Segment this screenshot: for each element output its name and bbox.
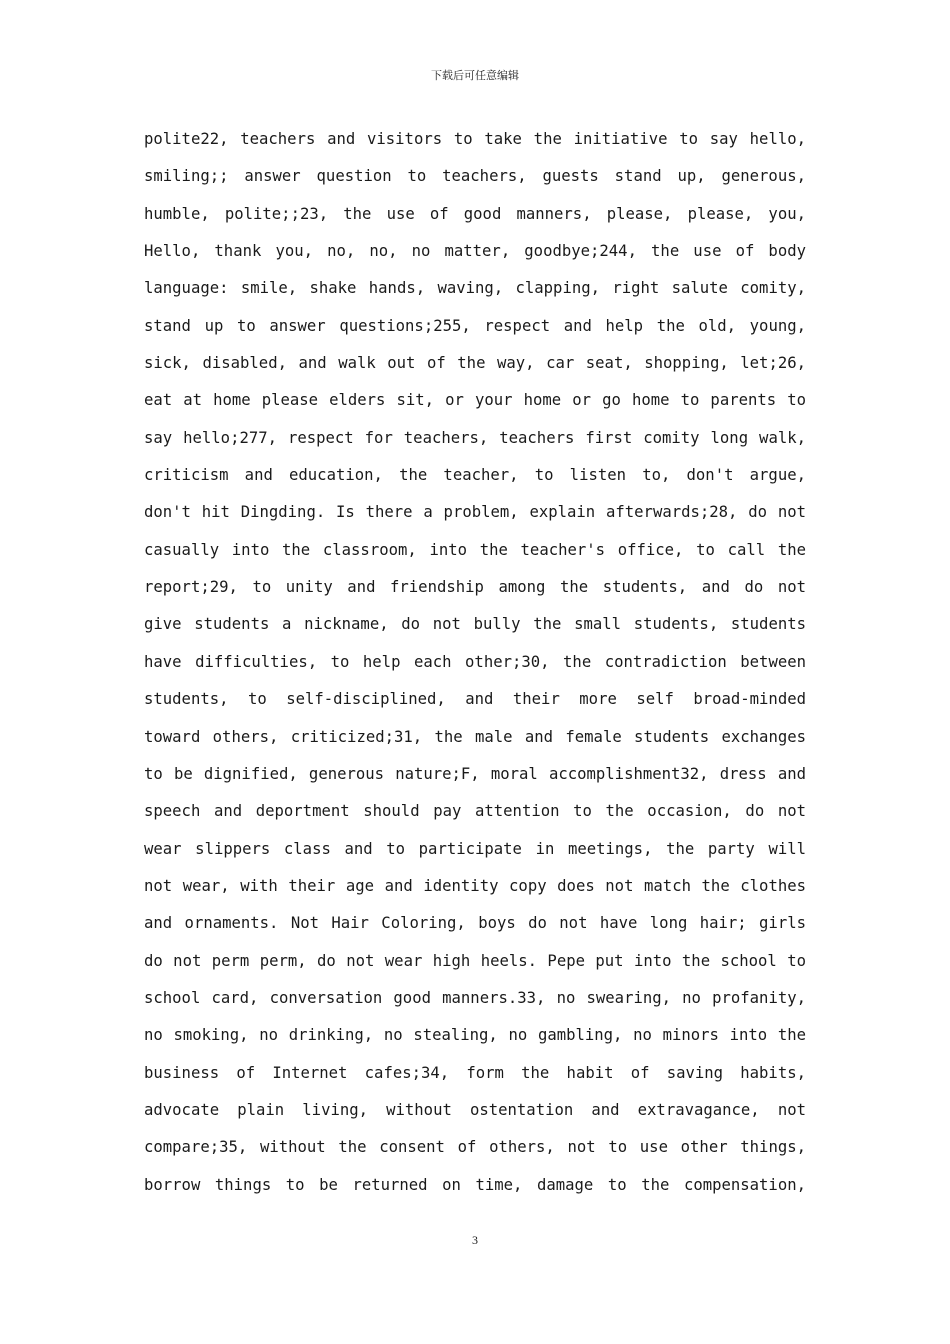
page-header: 下载后可任意编辑	[431, 69, 519, 82]
text-line: advocate plain living, without ostentation and extravagance, not	[144, 1100, 806, 1119]
text-line: humble, polite;;23, the use of good manners, please, please, you,	[144, 204, 806, 223]
text-line: polite22, teachers and visitors to take the initiative to say hello,	[144, 130, 806, 148]
text-line: not wear, with their age and identity copy does not match the clothes	[144, 876, 806, 895]
text-line: casually into the classroom, into the teacher's office, to call the	[144, 540, 806, 559]
text-line: say hello;277, respect for teachers, teachers first comity long walk,	[144, 428, 806, 447]
text-line: speech and deportment should pay attention to the occasion, do not	[144, 802, 806, 821]
text-line: don't hit Dingding. Is there a problem, explain afterwards;28, do not	[144, 503, 806, 522]
text-line: students, to self-disciplined, and their more self broad-minded	[144, 690, 806, 709]
text-line: smiling;; answer question to teachers, guests stand up, generous,	[144, 167, 806, 186]
text-line: business of Internet cafes;34, form the habit of saving habits,	[144, 1063, 806, 1082]
page-number: 3	[472, 1233, 478, 1247]
text-line: sick, disabled, and walk out of the way, car seat, shopping, let;26,	[144, 354, 806, 373]
text-line: eat at home please elders sit, or your home or go home to parents to	[144, 391, 806, 410]
text-line: to be dignified, generous nature;F, moral accomplishment32, dress and	[144, 764, 806, 783]
document-body	[144, 121, 806, 1204]
text-line: and ornaments. Not Hair Coloring, boys do not have long hair; girls	[144, 914, 806, 933]
text-line: Hello, thank you, no, no, no matter, goodbye;244, the use of body	[144, 242, 806, 261]
text-line: borrow things to be returned on time, damage to the compensation,	[144, 1175, 806, 1194]
text-line: toward others, criticized;31, the male and female students exchanges	[144, 727, 806, 746]
text-line: give students a nickname, do not bully the small students, students	[144, 615, 806, 634]
text-line: have difficulties, to help each other;30, the contradiction between	[144, 652, 806, 671]
text-line: school card, conversation good manners.33, no swearing, no profanity,	[144, 988, 806, 1007]
text-line: language: smile, shake hands, waving, clapping, right salute comity,	[144, 279, 806, 298]
text-line: compare;35, without the consent of others, not to use other things,	[144, 1138, 806, 1157]
text-line: criticism and education, the teacher, to listen to, don't argue,	[144, 466, 806, 485]
text-line: stand up to answer questions;255, respect and help the old, young,	[144, 316, 806, 335]
text-line: report;29, to unity and friendship among the students, and do not	[144, 578, 806, 597]
text-line: wear slippers class and to participate in meetings, the party will	[144, 839, 806, 858]
text-line: no smoking, no drinking, no stealing, no gambling, no minors into the	[144, 1026, 806, 1045]
text-line: do not perm perm, do not wear high heels. Pepe put into the school to	[144, 951, 806, 970]
